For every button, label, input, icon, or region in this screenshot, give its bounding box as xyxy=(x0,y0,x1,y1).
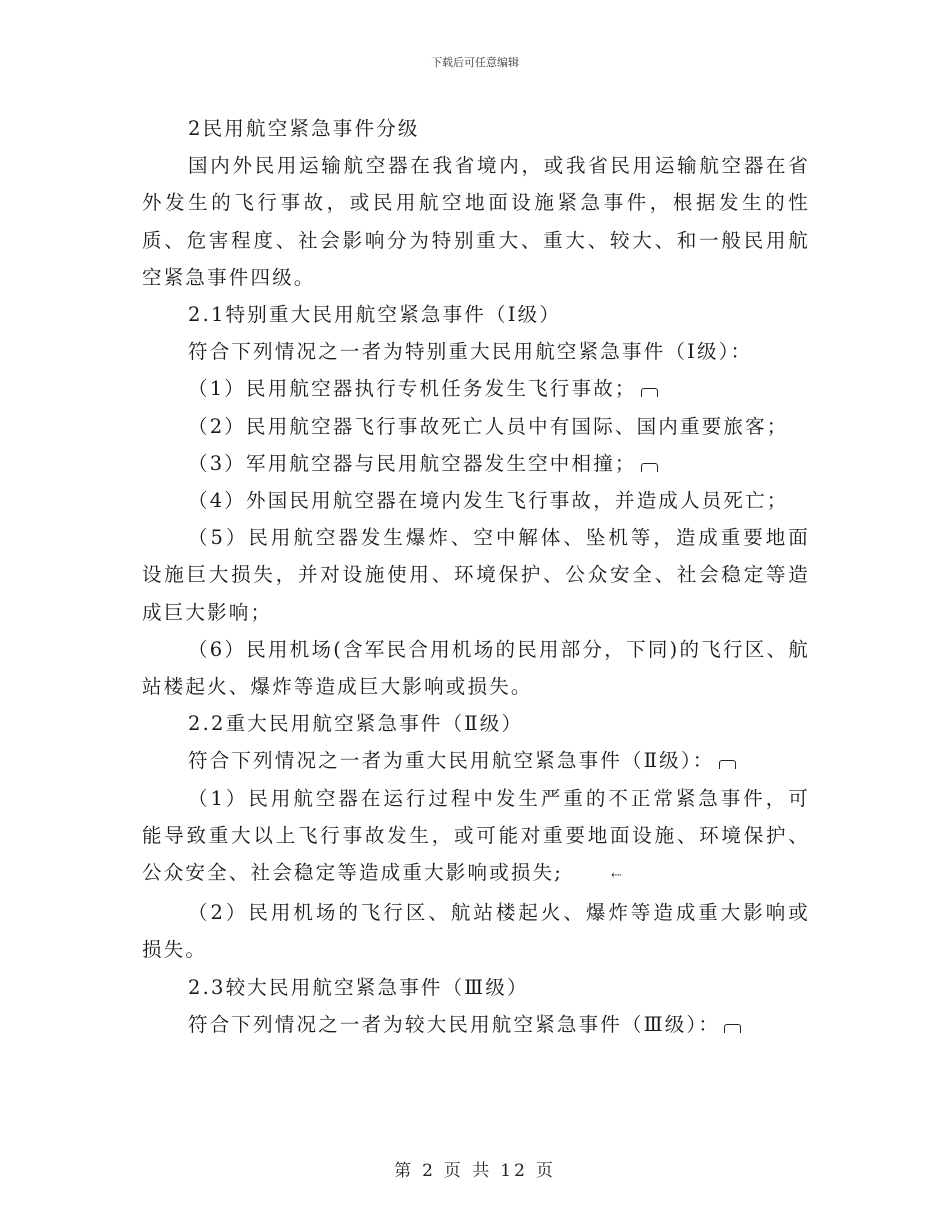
revision-mark-icon xyxy=(641,463,658,472)
paragraph-text: 2.3较大民用航空紧急事件（Ⅲ级） xyxy=(188,975,529,999)
revision-mark-icon xyxy=(719,760,736,769)
footer-prefix: 第 xyxy=(394,1161,415,1181)
page-footer xyxy=(0,1156,950,1181)
paragraph-text: （2）民用航空器飞行事故死亡人员中有国际、国内重要旅客； xyxy=(188,414,789,438)
current-page-number: 2 xyxy=(422,1161,436,1181)
list-item xyxy=(142,780,810,895)
subsection-heading xyxy=(142,969,810,1006)
paragraph-text: 国内外民用运输航空器在我省境内，或我省民用运输航空器在省外发生的飞行事故，或民用航空地面设施紧急事件，根据发生的性质、危害程度、社会影响分为特别重大、重大、较大、和一般民用航空紧急事件四级。 xyxy=(142,154,810,289)
paragraph-text: （3）军用航空器与民用航空器发生空中相撞； xyxy=(188,451,637,475)
paragraph xyxy=(142,1006,810,1043)
paragraph xyxy=(142,742,810,779)
total-page-count: 12 xyxy=(500,1161,528,1181)
paragraph-text: 符合下列情况之一者为重大民用航空紧急事件（Ⅱ级）： xyxy=(188,749,715,773)
list-item xyxy=(142,894,810,968)
document-body xyxy=(142,110,810,1043)
paragraph xyxy=(142,333,810,370)
footer-suffix: 页 xyxy=(535,1161,556,1181)
footer-middle: 页 共 xyxy=(443,1161,493,1181)
page-header: 下载后可任意编辑 xyxy=(431,56,519,69)
paragraph-text: （4）外国民用航空器在境内发生飞行事故，并造成人员死亡； xyxy=(188,489,789,513)
paragraph-text: （1）民用航空器在运行过程中发生严重的不正常紧急事件，可能导致重大以上飞行事故发生，或可能对重要地面设施、环境保护、公众安全、社会稳定等造成重大影响或损失; xyxy=(142,786,810,885)
list-item xyxy=(142,408,810,445)
list-item xyxy=(142,631,810,705)
paragraph-text: 符合下列情况之一者为较大民用航空紧急事件（Ⅲ级）： xyxy=(188,1012,721,1036)
section-heading xyxy=(142,110,810,147)
paragraph-text: （2）民用机场的飞行区、航站楼起火、爆炸等造成重大影响或损失。 xyxy=(142,901,810,962)
list-item xyxy=(142,482,810,519)
list-item xyxy=(142,445,810,482)
paragraph-text: 2.1特别重大民用航空紧急事件（Ⅰ级） xyxy=(188,303,562,327)
list-item xyxy=(142,519,810,631)
paragraph-text: 2民用航空紧急事件分级 xyxy=(188,117,420,140)
paragraph-text: （1）民用航空器执行专机任务发生飞行事故； xyxy=(188,377,637,401)
subsection-heading xyxy=(142,705,810,742)
paragraph-text: 2.2重大民用航空紧急事件（Ⅱ级） xyxy=(188,712,524,736)
list-item xyxy=(142,370,810,407)
revision-mark-icon xyxy=(724,1024,741,1033)
paragraph-text: （5）民用航空器发生爆炸、空中解体、坠机等，造成重要地面设施巨大损失，并对设施使用、环境保护、公众安全、社会稳定等造成巨大影响； xyxy=(142,526,810,624)
subsection-heading xyxy=(142,296,810,333)
paragraph-mark-icon: ⇠ xyxy=(611,868,622,884)
revision-mark-icon xyxy=(641,388,658,397)
paragraph-text: 符合下列情况之一者为特别重大民用航空紧急事件（Ⅰ级）： xyxy=(188,340,753,364)
paragraph xyxy=(142,147,810,296)
paragraph-text: （6）民用机场(含军民合用机场的民用部分，下同)的飞行区、航站楼起火、爆炸等造成巨大影响或损失。 xyxy=(142,637,810,699)
